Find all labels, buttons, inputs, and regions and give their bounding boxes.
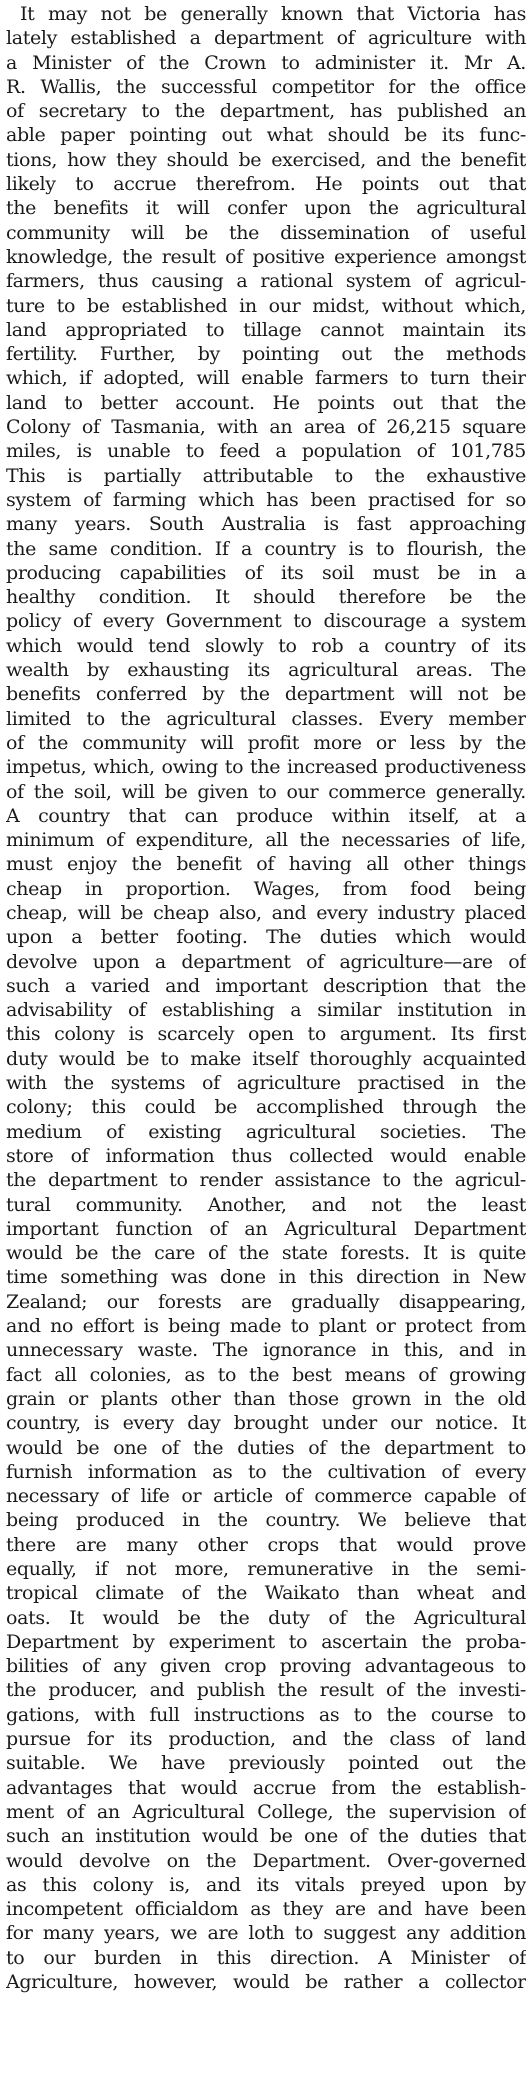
article-line: advisability of establishing a similar institution in xyxy=(6,999,526,1022)
article-line: lately established a department of agriculture with xyxy=(6,27,526,50)
article-line: this colony is scarcely open to argument. Its first xyxy=(6,1023,526,1046)
article-line: tropical climate of the Waikato than wheat and xyxy=(6,1582,526,1605)
article-line: would be one of the duties of the department to xyxy=(6,1436,526,1459)
article-line: to our burden in this direction. A Minister of xyxy=(6,1946,526,1969)
article-line: tions, how they should be exercised, and the benefit xyxy=(6,148,526,171)
article-line: fact all colonies, as to the best means of growing xyxy=(6,1363,526,1386)
article-line: benefits conferred by the department will not be xyxy=(6,683,526,706)
article-line: Agriculture, however, would be rather a collector xyxy=(6,1971,526,1994)
article-body xyxy=(6,2,526,1994)
article-line: limited to the agricultural classes. Every member xyxy=(6,707,526,730)
article-line: ment of an Agricultural College, the supervision of xyxy=(6,1800,526,1823)
article-line: as this colony is, and its vitals preyed upon by xyxy=(6,1873,526,1896)
article-line: many years. South Australia is fast approaching xyxy=(6,513,526,536)
article-line: pursue for its production, and the class of land xyxy=(6,1728,526,1751)
article-line: and no effort is being made to plant or protect from xyxy=(6,1315,526,1338)
article-line: It may not be generally known that Victoria has xyxy=(20,3,526,25)
article-line: which, if adopted, will enable farmers to turn their xyxy=(6,367,526,390)
article-line: likely to accrue therefrom. He points out that xyxy=(6,173,526,196)
article-line: such an institution would be one of the duties that xyxy=(6,1825,526,1848)
article-line: the department to render assistance to the agricul- xyxy=(6,1169,526,1192)
article-line: time something was done in this direction in New xyxy=(6,1266,526,1289)
article-line: minimum of expenditure, all the necessaries of life, xyxy=(6,829,526,852)
article-line: of the soil, will be given to our commerce generally. xyxy=(6,780,526,803)
article-line: wealth by exhausting its agricultural areas. The xyxy=(6,659,526,682)
article-line: farmers, thus causing a rational system of agricul- xyxy=(6,270,526,293)
article-line: impetus, which, owing to the increased productiveness xyxy=(6,756,526,779)
article-line: land appropriated to tillage cannot maintain its xyxy=(6,318,526,341)
article-line: Colony of Tasmania, with an area of 26,215 square xyxy=(6,416,526,439)
article-line: such a varied and important description that the xyxy=(6,974,526,997)
article-line: A country that can produce within itself, at a xyxy=(6,804,526,827)
article-line: upon a better footing. The duties which would xyxy=(6,926,526,949)
article-line: cheap in proportion. Wages, from food being xyxy=(6,877,526,900)
article-line: land to better account. He points out that the xyxy=(6,391,526,414)
article-line: able paper pointing out what should be its func- xyxy=(6,124,526,147)
article-line: medium of existing agricultural societies. The xyxy=(6,1120,526,1143)
newspaper-column xyxy=(6,2,526,2092)
article-line: with the systems of agriculture practised in the xyxy=(6,1072,526,1095)
article-line: country, is every day brought under our notice. It xyxy=(6,1412,526,1435)
article-line: This is partially attributable to the exhaustive xyxy=(6,464,526,487)
article-line: furnish information as to the cultivation of every xyxy=(6,1460,526,1483)
article-line: unnecessary waste. The ignorance in this, and in xyxy=(6,1339,526,1362)
article-line: healthy condition. It should therefore be the xyxy=(6,586,526,609)
article-line: duty would be to make itself thoroughly acquainted xyxy=(6,1047,526,1070)
article-line: suitable. We have previously pointed out the xyxy=(6,1752,526,1775)
article-line: for many years, we are loth to suggest any addition xyxy=(6,1922,526,1945)
article-line: cheap, will be cheap also, and every industry placed xyxy=(6,901,526,924)
article-line: of secretary to the department, has published an xyxy=(6,100,526,123)
article-line: a Minister of the Crown to administer it. Mr A. xyxy=(6,51,526,74)
article-line: advantages that would accrue from the establish- xyxy=(6,1776,526,1799)
article-line: equally, if not more, remunerative in the semi- xyxy=(6,1558,526,1580)
article-line: oats. It would be the duty of the Agricultural xyxy=(6,1606,526,1629)
article-line: knowledge, the result of positive experience amongst xyxy=(6,245,526,268)
article-line: tural community. Another, and not the least xyxy=(6,1193,526,1216)
article-line: bilities of any given crop proving advantageous to xyxy=(6,1655,526,1678)
article-line: colony; this could be accomplished through the xyxy=(6,1096,526,1119)
article-line: would devolve on the Department. Over-governed xyxy=(6,1849,526,1872)
article-line: which would tend slowly to rob a country of its xyxy=(6,634,526,657)
article-line: being produced in the country. We believe that xyxy=(6,1509,526,1532)
article-line: incompetent officialdom as they are and have been xyxy=(6,1898,526,1921)
article-line: the producer, and publish the result of the investi- xyxy=(6,1679,526,1702)
article-line: important function of an Agricultural Department xyxy=(6,1217,526,1240)
article-line: store of information thus collected would enable xyxy=(6,1144,526,1167)
article-line: R. Wallis, the successful competitor for the office xyxy=(6,75,526,98)
article-line: the same condition. If a country is to flourish, the xyxy=(6,537,526,560)
article-line: grain or plants other than those grown in the old xyxy=(6,1387,526,1410)
article-line: would be the care of the state forests. It is quite xyxy=(6,1242,526,1265)
article-line: must enjoy the benefit of having all other things xyxy=(6,853,526,876)
article-line: Department by experiment to ascertain the proba- xyxy=(6,1630,526,1653)
article-line: devolve upon a department of agriculture—are of xyxy=(6,950,526,973)
article-line: Zealand; our forests are gradually disappearing, xyxy=(6,1290,526,1313)
article-line: fertility. Further, by pointing out the methods xyxy=(6,343,526,366)
article-line: miles, is unable to feed a population of 101,785 xyxy=(6,440,526,463)
article-line: ture to be established in our midst, without which, xyxy=(6,294,526,317)
article-line: community will be the dissemination of useful xyxy=(6,221,526,244)
article-line: necessary of life or article of commerce capable of xyxy=(6,1485,526,1508)
article-line: producing capabilities of its soil must be in a xyxy=(6,561,526,584)
article-line: system of farming which has been practised for so xyxy=(6,488,526,511)
article-line: there are many other crops that would prove xyxy=(6,1533,526,1556)
article-line: of the community will profit more or less by the xyxy=(6,731,526,754)
article-line: gations, with full instructions as to the course to xyxy=(6,1703,526,1726)
article-line: policy of every Government to discourage a system xyxy=(6,610,526,633)
article-line: the benefits it will confer upon the agricultural xyxy=(6,197,526,220)
